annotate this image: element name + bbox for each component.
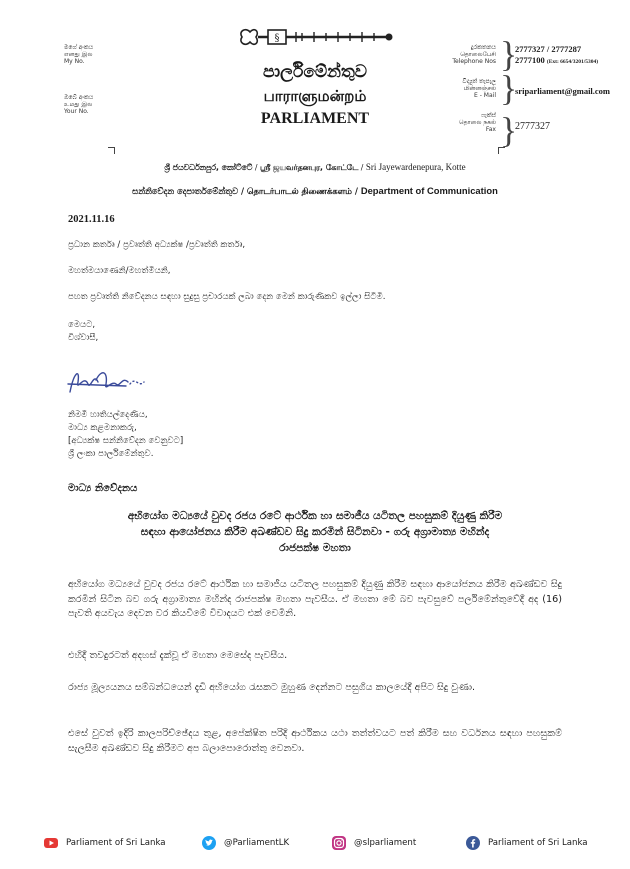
instagram-icon (332, 836, 346, 850)
headline-line-2: සඳහා ආයෝජනය කිරීම අඛණ්ඩව සිදු කරමින් සිටිනවා - ගරු අග්‍රාමාත්‍ය මහින්ද (140, 526, 490, 538)
signatory-block (68, 409, 183, 461)
department-en: Department of Communication (360, 185, 498, 196)
signature (66, 362, 156, 400)
twitter-icon (202, 836, 216, 850)
closing (68, 319, 98, 345)
telephone-label (452, 44, 496, 65)
email-label-en: E - Mail (474, 92, 496, 99)
title-sinhala: පාර්ලිමේන්තුව (263, 62, 367, 82)
your-no-si: ඔබේ අංකය (64, 94, 94, 101)
telephone-value-2: 2777100 (515, 55, 545, 65)
closing-line-2: විශ්වාසී, (68, 333, 99, 343)
fax-label-en: Fax (485, 126, 496, 133)
address-sep-1: / (254, 163, 258, 172)
footer-twitter[interactable] (202, 836, 289, 850)
release-label: මාධ්‍ය නිවේදනය (68, 483, 138, 494)
address-si: ශ්‍රී ජයවර්ධනපුර, කෝට්ටේ (164, 163, 253, 172)
telephone-brace: } (500, 34, 518, 74)
parliament-mace-icon (236, 24, 396, 50)
letter-date: 2021.11.16 (68, 214, 115, 225)
email-brace: } (500, 68, 518, 108)
fax-label (452, 112, 496, 133)
telephone-label-si: දුරකතනය (470, 44, 496, 51)
request-line: පහත ප්‍රවෘත්ති නිවේදනය සඳහා සුදුසු ප්‍රචාරයක් ලබා දෙන මෙන් කාරුණිකව ඉල්ලා සිටිමි. (68, 292, 386, 302)
release-paragraph-2: එහිදී තවදුරටත් අදහස් දැක්වූ ඒ මහතා මෙසේද පැවසීය. (68, 650, 288, 661)
corner-mark-left (108, 147, 115, 154)
facebook-label: Parliament of Sri Lanka (488, 838, 588, 848)
my-no-en: My No. (64, 58, 85, 65)
department-si: සන්නිවේදන දෙපාර්තමේන්තුව (132, 186, 239, 196)
signatory-name: නිමමී හාතියල්දෙණිය, (68, 410, 148, 420)
signatory-org: ශ්‍රී ලංකා පාර්ලිමේන්තුව. (68, 449, 154, 459)
telephone-ext: (Ext: 6654/3201/5304) (546, 59, 599, 65)
youtube-icon (44, 836, 58, 850)
instagram-label: @slparliament (354, 838, 417, 848)
fax-label-si: ෆැක්ස් (481, 112, 496, 119)
department-ta: தொடர்பாடல் திணைக்களம் (246, 186, 352, 196)
signatory-on-behalf: [අධ්‍යක්ෂ සන්නිවේදන වෙනුවට] (68, 436, 184, 446)
address-sep-2: / (360, 163, 364, 172)
twitter-label: @ParliamentLK (224, 838, 290, 848)
release-paragraph-4: එසේ වුවත් ඉදිරි කාලපරිච්ඡේදය තුළ, අපේක්ෂිත පරිදි ආර්ථිකය යථා තත්ත්වයට පත් කිරීම සහ වර්ධනය සඳහා පහසුකම් සැලසීම අඛණ්ඩව සිදු කිරීමට අප බලාපොරොත්තු වෙනවා. (68, 728, 562, 754)
telephone-value-2-wrap (515, 55, 598, 65)
footer (44, 836, 604, 854)
release-headline (60, 508, 570, 556)
footer-instagram[interactable] (332, 836, 416, 850)
address-line (0, 162, 630, 173)
your-no-en: Your No. (64, 108, 89, 115)
closing-line-1: මෙයට, (68, 320, 96, 330)
telephone-label-en: Telephone Nos (452, 58, 496, 65)
fax-brace: } (500, 110, 518, 150)
release-paragraph-3: රාජ්‍ය මූල්‍යයනය සම්බන්ධයෙන් දැඩි අභියෝග රැසකට මුහුණ දෙන්නට පසුගිය කාලයේදී අපිට සිදු වුණා. (68, 682, 476, 693)
email-label (452, 78, 496, 99)
my-no-ta: எனது இல (64, 51, 93, 58)
fax-value: 2777327 (515, 121, 550, 132)
salutation: මහත්මයාණෙනි/මහත්මියනි, (68, 266, 171, 276)
corner-mark-right (498, 147, 505, 154)
address-en: Sri Jayewardenepura, Kotte (365, 162, 466, 172)
email-label-si: විද්‍යුත් තැපැල (462, 78, 496, 85)
telephone-label-ta: தொலைபேசி (460, 51, 496, 58)
salutation-recipients: ප්‍රධාන කර්තෘ / ප්‍රවෘත්ති අධ්‍යක්ෂ /ප්‍රවෘත්ති කර්තෘ, (68, 240, 246, 250)
department-sep-1: / (240, 186, 244, 196)
headline-line-1: අභියෝග මධ්‍යයේ වුවද රජය රටේ ආර්ථික හා සමාජීය යටිතල පහසුකම් දියුණු කිරීම (127, 510, 503, 522)
youtube-label: Parliament of Sri Lanka (66, 838, 166, 848)
your-no-ta: உமது இல (64, 101, 93, 108)
footer-youtube[interactable] (44, 836, 166, 850)
telephone-value-1: 2777327 / 2777287 (515, 44, 582, 54)
footer-facebook[interactable] (466, 836, 588, 850)
email-label-ta: மின்னஞ்சல் (463, 85, 496, 92)
facebook-icon (466, 836, 480, 850)
title-tamil: பாராளுமன்றம் (263, 87, 367, 105)
svg-text:§: § (274, 33, 280, 44)
department-line (0, 185, 630, 198)
fax-label-ta: தொலை நகல் (459, 119, 496, 126)
email-value: sriparliament@gmail.com (515, 86, 611, 96)
address-ta: ஸ்ரீ ஜயவர்தனபுர, கோட்டே (260, 163, 359, 172)
title-english: PARLIAMENT (260, 110, 370, 127)
department-sep-2: / (354, 186, 358, 196)
headline-line-3: රාජපක්ෂ මහතා (279, 542, 351, 554)
release-paragraph-1: අභියෝග මධ්‍යයේ වුවද රජය රටේ ආර්ථික හා සමාජීය යටිතල පහසුකම් දියුණු කිරීම සඳහා ආයෝජනය කිරීම අඛණ්ඩව සිදු කරමින් සිටින බව ගරු අග්‍රාමාත්‍ය මහින්ද රාජපක්ෂ මහතා පැවසීය. ඒ මහතා මේ බව පැවසුවේ පර්ලිමේන්තුවේදී අද (16) පැවති අයවැය දෙවන වර කියවීමේ විවාදයට එක් වෙමිනි. (68, 579, 562, 619)
signatory-title: මාධ්‍ය කළමනාකරු, (68, 423, 137, 433)
my-no-si: මගේ අංකය (64, 44, 94, 51)
